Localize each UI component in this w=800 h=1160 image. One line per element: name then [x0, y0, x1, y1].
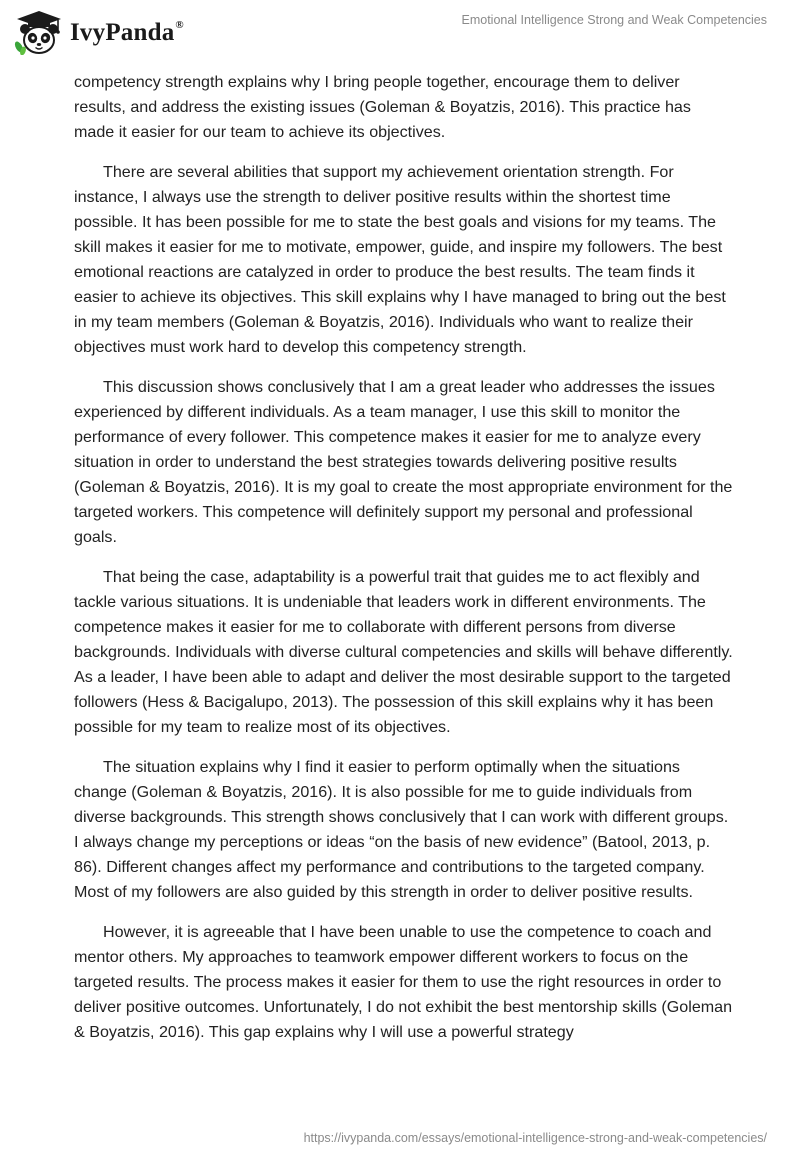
paragraph: That being the case, adaptability is a powerful trait that guides me to act flexibly and tackle various situations. It is undeniable that leaders work in different environments. The competence makes it easier for me to collaborate with different persons from diverse backgrounds. Individuals with diverse cultural competencies and skills will behave differently. As a leader, I have been able to adapt and deliver the most desirable support to the targeted followers (Hess & Bacigalupo, 2013). The possession of this skill explains why it has been possible for my team to realize most of its objectives.: [74, 568, 733, 736]
paragraph: There are several abilities that support my achievement orientation strength. For instance, I always use the strength to deliver positive results within the shortest time possible. It has been possible for me to state the best goals and visions for my teams. The skill makes it easier for me to motivate, empower, guide, and inspire my followers. The best emotional reactions are catalyzed in order to produce the best results. The team finds it easier to achieve its objectives. This skill explains why I have managed to bring out the best in my team members (Goleman & Boyatzis, 2016). Individuals who want to realize their objectives must work hard to develop this competency strength.: [74, 163, 726, 356]
paragraph: This discussion shows conclusively that I am a great leader who addresses the issues experienced by different individuals. As a team manager, I use this skill to monitor the performance of every follower. This competence makes it easier for me to analyze every situation in order to understand the best strategies towards delivering positive results (Goleman & Boyatzis, 2016). It is my goal to create the most appropriate environment for the targeted workers. This competence will definitely support my personal and professional goals.: [74, 378, 733, 546]
panda-graduate-icon: [14, 9, 64, 55]
paragraph: However, it is agreeable that I have been unable to use the competence to coach and mentor others. My approaches to teamwork empower different workers to focus on the targeted results. The process makes it easier for them to use the right resources in order to deliver positive outcomes. Unfortunately, I do not exhibit the best mentorship skills (Goleman & Boyatzis, 2016). This gap explains why I will use a powerful strategy: [74, 923, 733, 1041]
paragraph: competency strength explains why I bring people together, encourage them to deliver results, and address the existing issues (Goleman & Boyatzis, 2016). This practice has made it easier for our team to achieve its objectives.: [74, 73, 691, 141]
logo-text: IvyPanda: [70, 19, 175, 46]
registered-mark: ®: [175, 18, 184, 31]
page-header: [0, 0, 800, 64]
essay-body: [74, 70, 734, 1060]
logo-wordmark: [70, 19, 184, 47]
source-url-link[interactable]: https://ivypanda.com/essays/emotional-intelligence-strong-and-weak-competencies/: [303, 1131, 767, 1145]
paragraph: The situation explains why I find it easier to perform optimally when the situations change (Goleman & Boyatzis, 2016). It is also possible for me to guide individuals from diverse backgrounds. This strength shows conclusively that I can work with different groups. I always change my perceptions or ideas “on the basis of new evidence” (Batool, 2013, p. 86). Different changes affect my performance and contributions to the targeted company. Most of my followers are also guided by this strength in order to deliver positive results.: [74, 758, 729, 901]
ivypanda-logo[interactable]: [14, 6, 184, 58]
document-title: Emotional Intelligence Strong and Weak Competencies: [461, 13, 767, 27]
